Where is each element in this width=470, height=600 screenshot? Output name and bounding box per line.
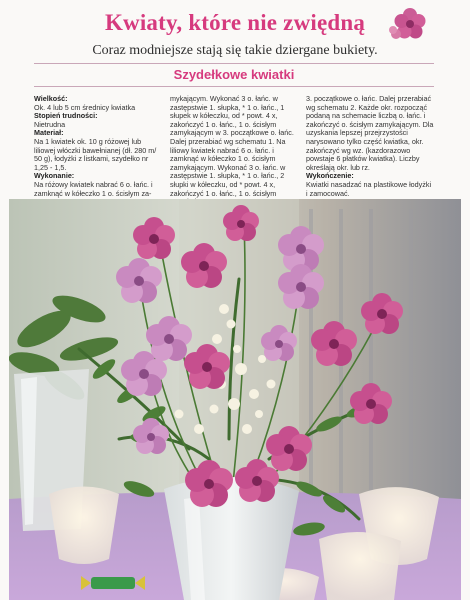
instructions-column-1 (34, 95, 162, 205)
finishing-label: Wykończenie: (306, 171, 354, 181)
execution-text: Na różowy kwiatek nabrać 6 o. łańc. i zamknąć w kółeczko 1 o. ścisłym za- (34, 179, 153, 198)
crochet-flower-icon (388, 6, 430, 42)
instructions-column-2 (170, 95, 298, 205)
instructions-column-3 (306, 95, 434, 205)
size-text: Ok. 4 lub 5 cm średnicy kwiatka (34, 102, 136, 112)
execution-label: Wykonanie: (34, 171, 75, 181)
page-title: Kwiaty, które nie zwiędną (104, 10, 366, 35)
bouquet-photo (9, 199, 461, 600)
column-2-text: mykającym. Wykonać 3 o. łańc. w zastępstwie 1. słupka, * 1 o. łańc., 1 słupek w kółeczku, od * powt. 4 x, zakończyć 1 o. łańc., 1 o. ścisłym zamykającym w 3. początkowe o. łańc. Dalej przerabiać wg schematu 1. Na liliowy kwiatek nabrać 6 o. łańc. i zamknąć w kółeczko 1 o. ścisłym zamykającym. Wykonać 3 o. łańc. w zastępstwie 1. słupka, * 1 o. łańc., 2 słupki w kółeczku, od * powt. 4 x, zakończyć 1 o. łańc., 1 o. ścisłym (170, 95, 294, 198)
finishing-text: Kwiatki nasadzać na plastikowe łodyżki i zamocować. (306, 179, 432, 198)
section-heading: Szydełkowe kwiatki (34, 63, 434, 87)
material-text: Na 1 kwiatek ok. 10 g różowej lub liliowej włóczki bawełnianej (dł. 280 m/ 50 g), łodyżki z listkami, szydełko nr 1,25 - 1,5. (34, 136, 157, 172)
size-label: Wielkość: (34, 95, 68, 103)
difficulty-label: Stopień trudności: (34, 111, 98, 121)
difficulty-text: Nietrudna (34, 119, 66, 129)
column-3-text: 3. początkowe o. łańc. Dalej przerabiać wg schematu 2. Każde okr. rozpocząć podaną na schemacie liczbą o. łańc. i zakończyć o. ścisłym zamykającym. Dla uzyskania lepszej przejrzystości narysowano tylko część kwiatka, okr. zakończyć wg wz. (kazdorazowo powstaje 6 płatków kwiatka). Liczby określają okr. lub rz. (306, 95, 434, 172)
material-label: Materiał: (34, 128, 64, 138)
page-subtitle: Coraz modniejsze stają się takie dziergane bukiety. (92, 43, 378, 58)
instructions-columns (34, 95, 434, 205)
